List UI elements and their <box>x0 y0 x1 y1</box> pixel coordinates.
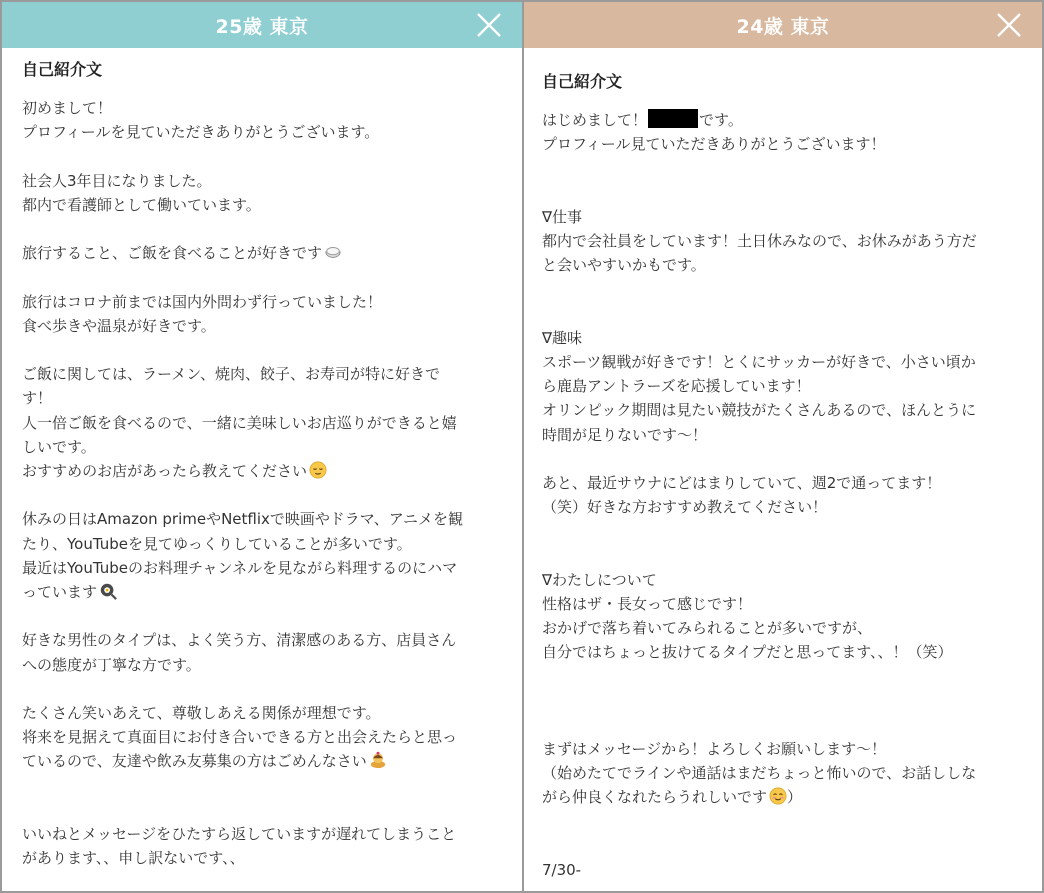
text-span: です。 <box>699 111 743 129</box>
relieved-face-emoji-icon <box>309 461 327 479</box>
text-line: 食べ歩きや温泉が好きです。 <box>22 316 216 335</box>
text-line <box>22 459 502 483</box>
text-line: 好きな男性のタイプは、よく笑う方、清潔感のある方、店員さん <box>22 631 457 650</box>
text-line: たり、YouTubeを見てゆっくりしていることが多いです。 <box>22 534 412 553</box>
text-line: す！ <box>22 389 53 408</box>
text-span: っています <box>22 582 98 601</box>
frying-pan-emoji-icon <box>99 582 117 600</box>
paragraph-type <box>22 628 502 676</box>
profile-header-left <box>2 2 522 48</box>
section-work <box>542 205 1022 278</box>
text-line: いいねとメッセージをひたすら返していますが遅れてしまうこと <box>22 824 457 843</box>
text-line <box>542 785 1022 809</box>
text-line: しいです。 <box>22 437 96 456</box>
text-line: 社会人3年目になりました。 <box>22 171 212 190</box>
text-line: たくさん笑いあえて、尊敬しあえる関係が理想です。 <box>22 703 381 722</box>
paragraph-holiday <box>22 507 502 604</box>
profile-body-right <box>524 48 1042 882</box>
text-line: （笑）好きな方おすすめ教えてください！ <box>542 498 828 517</box>
text-line: ご飯に関しては、ラーメン、焼肉、餃子、お寿司が特に好きで <box>22 365 441 384</box>
paragraph-reply <box>22 822 502 870</box>
text-line: 自分ではちょっと抜けてるタイプだと思ってます、、！（笑） <box>542 643 953 662</box>
text-line: ら鹿島アントラーズを応援しています！ <box>542 377 811 396</box>
text-span: ているので、友達や飲み友募集の方はごめんなさい <box>22 752 367 771</box>
text-line: 旅行はコロナ前までは国内外問わず行っていました！ <box>22 292 383 311</box>
text-line <box>22 749 502 773</box>
profile-header-title: 24歳 東京 <box>736 15 830 38</box>
text-line: まずはメッセージから！よろしくお願いします〜！ <box>542 739 887 758</box>
text-line: （始めたてでラインや通話はまだちょっと怖いので、お話ししな <box>542 763 977 782</box>
profile-header-right <box>524 2 1042 48</box>
text-line: への態度が丁寧な方です。 <box>22 655 201 674</box>
text-line: 初めまして！ <box>22 99 113 117</box>
section-heading: ∇仕事 <box>542 207 583 226</box>
text-line: 将来を見据えて真面目にお付き合いできる方と出会えたらと思っ <box>22 728 458 747</box>
text-line: プロフィールを見ていただきありがとうございます。 <box>22 123 380 142</box>
profile-panel-right <box>522 0 1044 893</box>
paragraph-job <box>22 169 502 217</box>
text-line <box>22 580 502 604</box>
text-line: 休みの日はAmazon primeやNetflixで映画やドラマ、アニメを観 <box>22 510 463 529</box>
text-line: 人一倍ご飯を食べるので、一緒に美味しいお店巡りができると嬉 <box>22 413 457 432</box>
section-title: 自己紹介文 <box>22 60 103 79</box>
paragraph-greeting <box>22 96 502 144</box>
text-span: おすすめのお店があったら教えてください <box>22 461 308 480</box>
close-icon[interactable] <box>994 10 1024 40</box>
text-line: スポーツ観戦が好きです！とくにサッカーが好きで、小さい頃か <box>542 353 976 371</box>
text-line: 性格はザ・長女って感じです！ <box>542 595 753 613</box>
close-icon[interactable] <box>474 10 504 40</box>
text-line: あと、最近サウナにどはまりしていて、週2で通ってます！ <box>542 474 942 492</box>
text-line: おかげで落ち着いてみられることが多いですが、 <box>542 619 873 638</box>
text-line <box>542 108 1022 132</box>
text-line: 都内で看護師として働いています。 <box>22 195 261 214</box>
text-span: はじめまして！ <box>542 111 648 129</box>
text-line <box>22 241 502 265</box>
redacted-name <box>648 109 698 128</box>
paragraph-ideal <box>22 701 502 774</box>
smiling-face-emoji-icon <box>769 787 787 805</box>
text-line: プロフィール見ていただきありがとうございます！ <box>542 135 886 154</box>
paragraph-food <box>22 362 502 483</box>
text-span: がら仲良くなれたらうれしいです <box>542 788 768 807</box>
profile-body-left <box>2 48 522 870</box>
paragraph-sauna <box>542 471 1022 519</box>
text-line: と会いやすいかもです。 <box>542 256 706 275</box>
section-about-me <box>542 568 1022 665</box>
text-span: ） <box>787 788 803 807</box>
paragraph-closing <box>542 737 1022 810</box>
paragraph-greeting <box>542 108 1022 156</box>
text-line: オリンピック期間は見たい競技がたくさんあるので、ほんとうに <box>542 401 977 420</box>
text-line: があります、、申し訳ないです、、 <box>22 849 245 868</box>
profile-header-title: 25歳 東京 <box>215 15 309 38</box>
section-heading: ∇わたしについて <box>542 570 657 589</box>
section-heading: ∇趣味 <box>542 328 583 347</box>
bowing-person-emoji-icon <box>369 751 387 769</box>
section-hobby <box>542 326 1022 447</box>
section-title: 自己紹介文 <box>542 72 623 91</box>
text-line: 最近はYouTubeのお料理チャンネルを見ながら料理するのにハマ <box>22 558 458 577</box>
paragraph-likes <box>22 241 502 265</box>
rice-emoji-icon <box>324 243 342 261</box>
text-line: 時間が足りないです〜！ <box>542 425 708 444</box>
text-line: 都内で会社員をしています！土日休みなので、お休みがあう方だ <box>542 232 977 250</box>
text-span: 旅行すること、ご飯を食べることが好きです <box>22 244 323 263</box>
date-text: 7/30- <box>542 860 582 879</box>
paragraph-travel <box>22 290 502 338</box>
